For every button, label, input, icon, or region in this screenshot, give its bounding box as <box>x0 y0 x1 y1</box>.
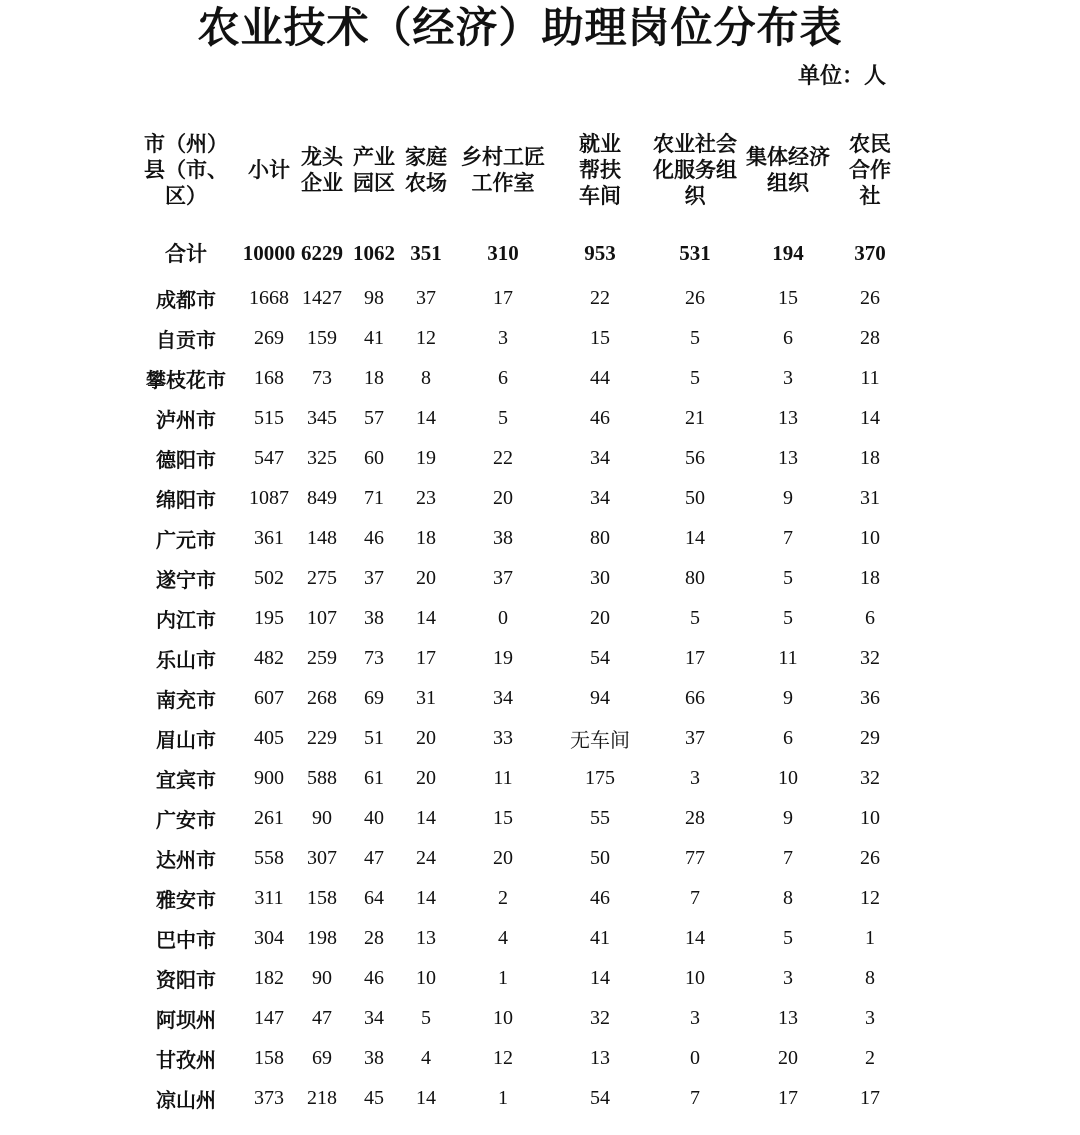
table-cell: 3 <box>783 966 793 989</box>
table-row <box>130 598 908 638</box>
table-cell: 64 <box>364 886 384 909</box>
table-row <box>130 718 908 758</box>
table-cell: 345 <box>307 406 337 429</box>
table-cell: 19 <box>416 446 436 469</box>
table-cell: 4 <box>421 1046 431 1069</box>
table-cell: 14 <box>416 806 436 829</box>
table-cell: 405 <box>254 726 284 749</box>
region-name: 自贡市 <box>156 327 216 352</box>
total-cell: 351 <box>410 240 442 265</box>
table-cell: 159 <box>307 326 337 349</box>
table-cell: 20 <box>493 486 513 509</box>
table-cell: 17 <box>778 1086 798 1109</box>
table-cell: 5 <box>421 1006 431 1029</box>
region-name: 乐山市 <box>156 647 216 672</box>
table-cell: 5 <box>690 366 700 389</box>
table-cell: 66 <box>685 686 705 709</box>
table-cell: 502 <box>254 566 284 589</box>
table-cell: 28 <box>364 926 384 949</box>
region-name: 甘孜州 <box>156 1047 216 1072</box>
table-cell: 515 <box>254 406 284 429</box>
table-cell: 11 <box>860 366 880 389</box>
region-name: 达州市 <box>156 847 216 872</box>
region-name: 广安市 <box>156 807 216 832</box>
header-region: 市（州）县（市、区） <box>144 132 228 208</box>
table-cell: 15 <box>493 806 513 829</box>
table-cell: 2 <box>865 1046 875 1069</box>
table-cell: 175 <box>585 766 615 789</box>
table-cell: 1 <box>498 1086 508 1109</box>
region-name: 内江市 <box>156 607 216 632</box>
total-cell: 194 <box>772 240 804 265</box>
table-cell: 14 <box>416 886 436 909</box>
table-row <box>130 838 908 878</box>
page-title: 农业技术（经济）助理岗位分布表 <box>197 3 843 52</box>
table-cell: 182 <box>254 966 284 989</box>
table-cell: 54 <box>590 646 610 669</box>
table-cell: 69 <box>364 686 384 709</box>
table-cell: 30 <box>590 566 610 589</box>
table-cell: 26 <box>860 846 880 869</box>
unit-label: 单位：人 <box>798 64 887 89</box>
table-cell: 12 <box>493 1046 513 1069</box>
header-rural-craftsman: 乡村工匠工作室 <box>461 145 545 195</box>
region-name: 德阳市 <box>156 447 216 472</box>
total-cell: 6229 <box>301 240 343 265</box>
table-cell: 17 <box>685 646 705 669</box>
table-cell: 90 <box>312 806 332 829</box>
table-cell: 198 <box>307 926 337 949</box>
table-cell: 607 <box>254 686 284 709</box>
region-name: 巴中市 <box>156 927 216 952</box>
table-cell: 57 <box>364 406 384 429</box>
table-row <box>130 438 908 478</box>
header-family-farm: 家庭农场 <box>405 145 447 195</box>
total-row <box>130 222 908 278</box>
table-cell: 31 <box>860 486 880 509</box>
table-cell: 361 <box>254 526 284 549</box>
region-name: 遂宁市 <box>156 567 216 592</box>
table-cell: 41 <box>364 326 384 349</box>
table-cell: 14 <box>416 406 436 429</box>
table-cell: 7 <box>783 846 793 869</box>
table-cell: 28 <box>860 326 880 349</box>
table-row <box>130 958 908 998</box>
table-cell: 14 <box>416 1086 436 1109</box>
table-cell: 17 <box>860 1086 880 1109</box>
table-cell: 23 <box>416 486 436 509</box>
table-cell: 269 <box>254 326 284 349</box>
table-cell: 55 <box>590 806 610 829</box>
table-cell: 26 <box>860 286 880 309</box>
table-cell: 3 <box>498 326 508 349</box>
table-cell: 1668 <box>249 286 289 309</box>
distribution-table <box>130 118 908 1118</box>
table-cell: 547 <box>254 446 284 469</box>
table-cell: 22 <box>493 446 513 469</box>
table-row <box>130 758 908 798</box>
table-row <box>130 478 908 518</box>
table-cell: 47 <box>312 1006 332 1029</box>
total-cell: 531 <box>679 240 711 265</box>
table-cell: 32 <box>590 1006 610 1029</box>
table-cell: 373 <box>254 1086 284 1109</box>
total-cell: 310 <box>487 240 519 265</box>
table-cell: 32 <box>860 766 880 789</box>
header-industrial-park: 产业园区 <box>353 145 395 195</box>
table-cell: 588 <box>307 766 337 789</box>
table-cell: 13 <box>778 1006 798 1029</box>
table-cell: 38 <box>364 1046 384 1069</box>
table-cell: 849 <box>307 486 337 509</box>
region-name: 雅安市 <box>156 887 216 912</box>
table-cell: 268 <box>307 686 337 709</box>
table-cell: 6 <box>498 366 508 389</box>
table-cell: 50 <box>685 486 705 509</box>
table-cell: 1427 <box>302 286 342 309</box>
table-cell: 21 <box>685 406 705 429</box>
table-cell: 77 <box>685 846 705 869</box>
header-subtotal: 小计 <box>248 158 290 182</box>
table-cell: 54 <box>590 1086 610 1109</box>
table-row <box>130 638 908 678</box>
table-cell: 28 <box>685 806 705 829</box>
table-cell: 20 <box>416 566 436 589</box>
table-cell: 46 <box>590 886 610 909</box>
region-name: 成都市 <box>156 287 216 312</box>
table-cell: 32 <box>860 646 880 669</box>
table-row <box>130 398 908 438</box>
table-cell: 13 <box>778 406 798 429</box>
table-cell: 3 <box>783 366 793 389</box>
table-cell: 37 <box>416 286 436 309</box>
table-cell: 4 <box>498 926 508 949</box>
total-cell: 1062 <box>353 240 395 265</box>
table-cell: 18 <box>860 446 880 469</box>
header-cooperative: 农民合作社 <box>849 132 891 208</box>
table-cell: 5 <box>783 566 793 589</box>
table-cell: 6 <box>865 606 875 629</box>
header-leading-enterprise: 龙头企业 <box>301 145 343 195</box>
table-cell: 5 <box>690 606 700 629</box>
table-cell: 19 <box>493 646 513 669</box>
table-cell: 8 <box>783 886 793 909</box>
table-cell: 14 <box>416 606 436 629</box>
table-cell: 218 <box>307 1086 337 1109</box>
table-cell: 14 <box>685 926 705 949</box>
table-cell: 1 <box>498 966 508 989</box>
table-cell: 无车间 <box>570 727 630 752</box>
table-cell: 107 <box>307 606 337 629</box>
table-cell: 14 <box>685 526 705 549</box>
region-name: 凉山州 <box>156 1087 216 1112</box>
table-cell: 60 <box>364 446 384 469</box>
table-cell: 12 <box>860 886 880 909</box>
table-row <box>130 1078 908 1118</box>
table-cell: 9 <box>783 686 793 709</box>
table-row <box>130 278 908 318</box>
table-cell: 46 <box>590 406 610 429</box>
table-cell: 29 <box>860 726 880 749</box>
table-cell: 26 <box>685 286 705 309</box>
header-collective-econ: 集体经济组织 <box>746 145 830 195</box>
table-cell: 10 <box>416 966 436 989</box>
table-cell: 46 <box>364 526 384 549</box>
table-cell: 94 <box>590 686 610 709</box>
table-cell: 18 <box>860 566 880 589</box>
table-cell: 33 <box>493 726 513 749</box>
table-cell: 5 <box>498 406 508 429</box>
region-name: 绵阳市 <box>156 487 216 512</box>
table-row <box>130 678 908 718</box>
header-agri-service-org: 农业社会化服务组织 <box>653 132 737 208</box>
table-cell: 73 <box>312 366 332 389</box>
region-name: 眉山市 <box>156 727 216 752</box>
table-cell: 38 <box>493 526 513 549</box>
table-cell: 90 <box>312 966 332 989</box>
table-cell: 38 <box>364 606 384 629</box>
region-name: 南充市 <box>156 687 216 712</box>
header-row <box>130 118 908 222</box>
table-cell: 3 <box>690 766 700 789</box>
table-cell: 9 <box>783 486 793 509</box>
table-row <box>130 998 908 1038</box>
region-name: 宜宾市 <box>156 767 216 792</box>
table-cell: 195 <box>254 606 284 629</box>
table-cell: 37 <box>685 726 705 749</box>
table-cell: 147 <box>254 1006 284 1029</box>
table-cell: 168 <box>254 366 284 389</box>
table-cell: 20 <box>493 846 513 869</box>
table-cell: 10 <box>685 966 705 989</box>
region-name: 资阳市 <box>156 967 216 992</box>
table-cell: 0 <box>690 1046 700 1069</box>
table-cell: 11 <box>778 646 798 669</box>
table-cell: 51 <box>364 726 384 749</box>
table-cell: 900 <box>254 766 284 789</box>
header-employment-workshop: 就业帮扶车间 <box>579 132 621 208</box>
region-name: 泸州市 <box>156 407 216 432</box>
table-cell: 37 <box>493 566 513 589</box>
table-cell: 275 <box>307 566 337 589</box>
table-cell: 31 <box>416 686 436 709</box>
table-cell: 7 <box>690 886 700 909</box>
table-cell: 13 <box>590 1046 610 1069</box>
table-cell: 1 <box>865 926 875 949</box>
table-cell: 22 <box>590 286 610 309</box>
table-cell: 69 <box>312 1046 332 1069</box>
table-cell: 40 <box>364 806 384 829</box>
table-cell: 558 <box>254 846 284 869</box>
table-cell: 71 <box>364 486 384 509</box>
table-cell: 304 <box>254 926 284 949</box>
table-cell: 8 <box>865 966 875 989</box>
table-cell: 17 <box>416 646 436 669</box>
table-row <box>130 918 908 958</box>
table-cell: 10 <box>860 806 880 829</box>
table-cell: 80 <box>590 526 610 549</box>
table-cell: 14 <box>860 406 880 429</box>
total-label: 合计 <box>165 242 207 266</box>
table-cell: 2 <box>498 886 508 909</box>
table-cell: 18 <box>416 526 436 549</box>
table-row <box>130 318 908 358</box>
table-row <box>130 878 908 918</box>
table-cell: 50 <box>590 846 610 869</box>
table-cell: 3 <box>865 1006 875 1029</box>
table-cell: 61 <box>364 766 384 789</box>
total-cell: 10000 <box>242 240 296 265</box>
table-cell: 73 <box>364 646 384 669</box>
table-cell: 20 <box>416 766 436 789</box>
table-cell: 34 <box>493 686 513 709</box>
table-cell: 325 <box>307 446 337 469</box>
table-cell: 98 <box>364 286 384 309</box>
table-cell: 148 <box>307 526 337 549</box>
table-cell: 1087 <box>249 486 289 509</box>
table-cell: 10 <box>860 526 880 549</box>
region-name: 攀枝花市 <box>146 367 226 392</box>
table-cell: 18 <box>364 366 384 389</box>
table-cell: 44 <box>590 366 610 389</box>
table-cell: 34 <box>364 1006 384 1029</box>
table-cell: 7 <box>783 526 793 549</box>
table-row <box>130 558 908 598</box>
table-cell: 20 <box>590 606 610 629</box>
table-cell: 311 <box>254 886 284 909</box>
table-cell: 13 <box>778 446 798 469</box>
table-cell: 36 <box>860 686 880 709</box>
table-cell: 9 <box>783 806 793 829</box>
region-name: 阿坝州 <box>156 1007 216 1032</box>
table-cell: 0 <box>498 606 508 629</box>
table-cell: 56 <box>685 446 705 469</box>
table-cell: 158 <box>307 886 337 909</box>
table-cell: 45 <box>364 1086 384 1109</box>
table-cell: 229 <box>307 726 337 749</box>
table-cell: 259 <box>307 646 337 669</box>
table-cell: 17 <box>493 286 513 309</box>
table-row <box>130 518 908 558</box>
table-cell: 20 <box>778 1046 798 1069</box>
table-cell: 80 <box>685 566 705 589</box>
table-cell: 7 <box>690 1086 700 1109</box>
table-cell: 8 <box>421 366 431 389</box>
table-cell: 34 <box>590 446 610 469</box>
total-cell: 370 <box>854 240 886 265</box>
table-cell: 13 <box>416 926 436 949</box>
region-name: 广元市 <box>156 527 216 552</box>
table-row <box>130 798 908 838</box>
table-cell: 12 <box>416 326 436 349</box>
table-cell: 6 <box>783 326 793 349</box>
table-cell: 5 <box>690 326 700 349</box>
table-cell: 482 <box>254 646 284 669</box>
table-cell: 10 <box>778 766 798 789</box>
table-cell: 24 <box>416 846 436 869</box>
table-cell: 261 <box>254 806 284 829</box>
table-cell: 307 <box>307 846 337 869</box>
table-cell: 34 <box>590 486 610 509</box>
table-cell: 11 <box>493 766 513 789</box>
table-cell: 46 <box>364 966 384 989</box>
table-cell: 20 <box>416 726 436 749</box>
table-cell: 10 <box>493 1006 513 1029</box>
table-body <box>130 222 908 1118</box>
total-cell: 953 <box>584 240 616 265</box>
table-cell: 14 <box>590 966 610 989</box>
table-cell: 15 <box>778 286 798 309</box>
table-cell: 15 <box>590 326 610 349</box>
table-cell: 41 <box>590 926 610 949</box>
table-cell: 3 <box>690 1006 700 1029</box>
table-cell: 5 <box>783 926 793 949</box>
table-row <box>130 358 908 398</box>
table-cell: 37 <box>364 566 384 589</box>
table-cell: 6 <box>783 726 793 749</box>
table-cell: 158 <box>254 1046 284 1069</box>
table-cell: 47 <box>364 846 384 869</box>
table-row <box>130 1038 908 1078</box>
table-cell: 5 <box>783 606 793 629</box>
